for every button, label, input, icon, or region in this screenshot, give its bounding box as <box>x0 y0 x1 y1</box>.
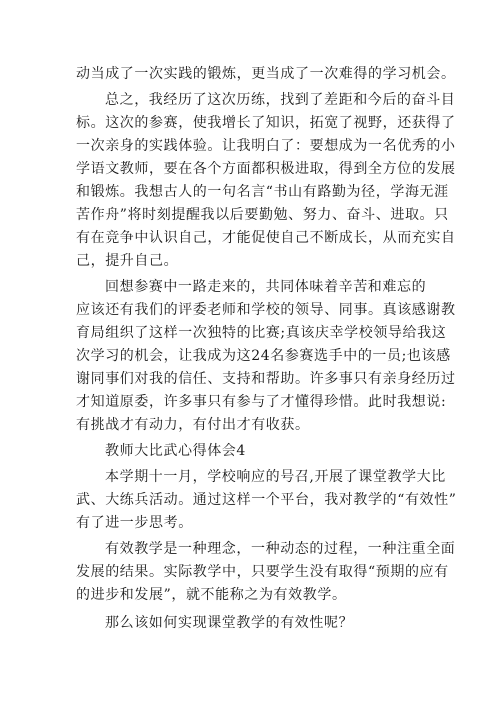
text-line: 己，提升自己。 <box>76 253 179 269</box>
text-line: 有效教学是一种理念，一种动态的过程，一种注重全面 <box>105 541 456 557</box>
text-line: 回想参赛中一路走来的，共同体味着辛苦和难忘的 <box>105 279 427 295</box>
text-line: 育局组织了这样一次独特的比赛;真该庆幸学校领导给我这 <box>76 325 447 341</box>
text-line: 有在竞争中认识自己，才能促使自己不断成长，从而充实自 <box>76 230 456 246</box>
text-line: 才知道原委，许多事只有参与了才懂得珍惜。此时我想说: <box>76 394 447 410</box>
text-line: 标。这次的参赛，使我增长了知识，拓宽了视野，还获得了 <box>76 115 456 131</box>
text-line: 动当成了一次实践的锻炼，更当成了一次难得的学习机会。 <box>76 66 456 82</box>
text-line: 武、大练兵活动。通过这样一个平台，我对教学的“有效性” <box>76 492 457 508</box>
text-line: 应该还有我们的评委老师和学校的领导、同事。真该感谢教 <box>76 302 456 318</box>
text-line: 那么该如何实现课堂教学的有效性呢？ <box>105 615 354 631</box>
section-heading: 教师大比武心得体会4 <box>105 443 246 459</box>
text-line: 发展的结果。实际教学中，只要学生没有取得“预期的应有 <box>76 564 449 580</box>
text-line: 学语文教师，要在各个方面都积极进取，得到全方位的发展 <box>76 161 456 177</box>
text-line: 和锻炼。我想古人的一句名言“书山有路勤为径，学海无涯 <box>76 184 449 200</box>
text-line: 总之，我经历了这次历练，找到了差距和今后的奋斗目 <box>105 92 456 108</box>
text-line: 次学习的机会，让我成为这24名参赛选手中的一员;也该感 <box>76 348 451 364</box>
text-line: 的进步和发展”，就不能称之为有效教学。 <box>76 587 347 603</box>
text-line: 本学期十一月，学校响应的号召,开展了课堂教学大比 <box>105 469 446 485</box>
text-line: 谢同事们对我的信任、支持和帮助。许多事只有亲身经历过 <box>76 371 456 387</box>
text-line: 有了进一步思考。 <box>76 515 193 531</box>
text-line: 有挑战才有动力，有付出才有收获。 <box>76 417 310 433</box>
text-line: 一次亲身的实践体验。让我明白了：要想成为一名优秀的小 <box>76 138 456 154</box>
text-line: 苦作舟”将时刻提醒我以后要勤勉、努力、奋斗、进取。只 <box>76 207 449 223</box>
